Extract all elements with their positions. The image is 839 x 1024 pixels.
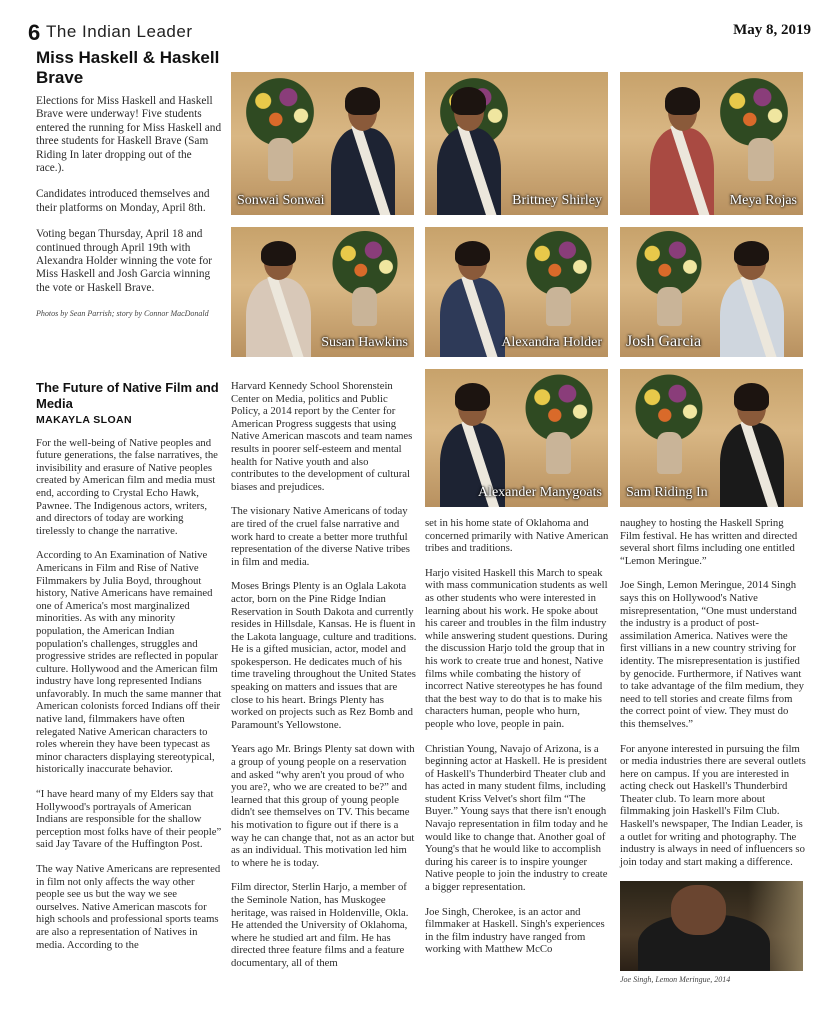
- paragraph: Voting began Thursday, April 18 and continued through April 19th with Alexandra Holder winning the vote for Miss Haskell and Josh Garcia winning the vote or Haskell Brave.: [36, 228, 212, 294]
- paragraph: Film director, Sterlin Harjo, a member of the Seminole Nation, has Muskogee heritage, was raised in Holdenville, Okla. He attended the University of Oklahoma, where he studied art and film. He has directed three feature films and a feature documentary, all of them: [231, 881, 409, 969]
- paragraph: For the well-being of Native peoples and future generations, the false narratives, the invisibility and erasure of Native peoples created by American film and media must end, according to Crystal Echo Hawk, Pawnee. The Indigenous actors, writers, and directors of today are working tirelessly to change the narrative.: [36, 436, 218, 537]
- photo-caption: Brittney Shirley: [512, 193, 602, 208]
- photo-caption: Alexandra Holder: [501, 335, 602, 350]
- candidate-photo: [620, 72, 803, 215]
- paragraph: Elections for Miss Haskell and Haskell Brave were underway! Five students entered the running for Miss Haskell and three students for Haskell Brave (Sam Riding In later dropping out of the race.).: [36, 95, 222, 175]
- candidate-photo: [620, 227, 803, 357]
- paragraph: set in his home state of Oklahoma and concerned primarily with Native American tribes and traditions.: [425, 517, 609, 555]
- photo-caption: Meya Rojas: [729, 193, 797, 208]
- candidate-photo: [425, 369, 608, 507]
- paragraph: The visionary Native Americans of today are tired of the cruel false narrative and work hard to create a better more truthful representation of the diverse Native tribes in film and media.: [231, 505, 410, 568]
- candidate-photo: [231, 227, 414, 357]
- photo-caption: Sonwai Sonwai: [237, 193, 325, 208]
- photo-caption: Joe Singh, Lemon Meringue, 2014: [620, 975, 731, 984]
- page-number: 6: [28, 20, 41, 45]
- candidate-photo: [620, 369, 803, 507]
- paragraph: Moses Brings Plenty is an Oglala Lakota actor, born on the Pine Ridge Indian Reservation in South Dakota and currently resides in Hillsdale, Kansas. He is fluent in the Lakota language, culture and traditions. He is a gifted musician, actor, model and spokesperson. He dedicates much of his time traveling throughout the United States speaking on matters and issues that are close to his heart. Brings Plenty has worked on projects such as Rez Bomb and Paramount's Yellowstone.: [231, 580, 417, 731]
- photo-caption: Sam Riding In: [626, 485, 708, 500]
- article-column-2: [231, 380, 417, 982]
- paragraph: Harjo visited Haskell this March to speak with mass communication students as well as other students who were interested in learning about his work. He spoke about his career and troubles in the film industry while answering student questions. During the discussion Harjo told the group that in his work to create true and honest, Native films while combating the history of incorrect Native stereotypes he has found that the best way to do that is to make his characters human, people who hurn, people who love, people in pain.: [425, 566, 608, 730]
- paragraph: Harvard Kennedy School Shorenstein Center on Media, politics and Public Policy, a 2014 report by the Center for American Progress suggests that using Native American mascots and team names results in poorer self-esteem and mental health for Native youth and also contributes to the development of cultural biases and prejudices.: [231, 380, 413, 493]
- article-column-3: [425, 517, 611, 968]
- photo-caption: Josh Garcia: [626, 333, 702, 350]
- publication-name: The Indian Leader: [46, 22, 193, 41]
- story-title: The Future of Native Film and Media: [36, 380, 219, 411]
- paragraph: Joe Singh, Cherokee, is an actor and filmmaker at Haskell. Singh's experiences in the film industry have ranged from working with Matthew McCo: [425, 905, 605, 956]
- story-miss-haskell: [36, 48, 222, 319]
- candidate-photo: [425, 72, 608, 215]
- candidate-photo: [425, 227, 608, 357]
- paragraph: naughey to hosting the Haskell Spring Film festival. He has written and directed several short films including one entitled “Lemon Meringue.”: [620, 517, 798, 567]
- article-column-4: [620, 517, 806, 880]
- article-column-1: [36, 380, 222, 963]
- paragraph: Joe Singh, Lemon Meringue, 2014 Singh says this on Hollywood's Native misrepresentation, “One must understand the industry is a product of post-assimilation America. Natives were the first villians in a new country striving for identity. The misrepresentation is justified by genocide. Furthermore, if Natives want to take advantage of the film medium, they need to tell stories and create films from the correct point of view. They must do this themselves.”: [620, 579, 805, 730]
- paragraph: For anyone interested in pursuing the film or media industries there are several outlets here on campus. If you are interested in acting check out Haskell's Thunderbird Theater club. To learn more about filmmaking join Haskell's Film Club. Haskell's newspaper, The Indian Leader, is a outlet for writing and photography. The industry is always in need of influencers so join today and start making a difference.: [620, 742, 806, 868]
- photo-caption: Alexander Manygoats: [477, 485, 602, 500]
- photo-caption: Susan Hawkins: [321, 335, 408, 350]
- photo-credit: Photos by Sean Parrish; story by Connor MacDonald: [36, 309, 209, 319]
- paragraph: Years ago Mr. Brings Plenty sat down with a group of young people on a reservation and asked “why aren't you proud of who you are?, who we are created to be?” and learned that this group of young people didn't see themselves on TV. This became his motivation to figure out if there is a way he can change that, not as an actor but as an individual. This motivation led him to where he is today.: [231, 743, 415, 869]
- byline: MAKAYLA SLOAN: [36, 414, 133, 426]
- paragraph: “I have heard many of my Elders say that Hollywood's portrayals of American Indians are responsible for the shallow perception most folks have of their people” said Jay Tavare of the Huffington Post.: [36, 788, 222, 851]
- film-still-photo: [620, 881, 803, 971]
- story-title: Miss Haskell & Haskell Brave: [36, 48, 220, 87]
- paragraph: The way Native Americans are represented in film not only affects the way other people see us but the way we see ourselves. Native American mascots for high schools and professional sports teams are also a representation of Natives in media. According to the: [36, 863, 221, 951]
- issue-date: May 8, 2019: [733, 22, 811, 38]
- paragraph: Candidates introduced themselves and their platforms on Monday, April 8th.: [36, 188, 210, 214]
- paragraph: According to An Examination of Native Americans in Film and Rise of Native Filmmakers by Julia Boyd, throughout history, Native Americans have remained one of America's most marginalized minorities. As with any minority population, the American Indian population's challenges, struggles and progressive strides are reflected in popular culture. Hollywood and the American film industry have long represented Indians unfavorably. In much the same manner that American colonists forced Indians off their native land, filmmakers have often relegated Native American characters to roles wherein they have been typecast as minor characters displaying stereotypical, historically inaccurate behavior.: [36, 549, 222, 776]
- candidate-photo: [231, 72, 414, 215]
- paragraph: Christian Young, Navajo of Arizona, is a beginning actor at Haskell. He is president of Haskell's Thunderbird Theater club and has acted in many student films, including student Kriss Velvet's short film “The Buyer.” Young says that there isn't enough Navajo representation in film today and he would like to change that. Another goal of Young's that he would like to accomplish during his career is to inspire younger Native people to join the industry to create a bigger representation.: [425, 742, 608, 894]
